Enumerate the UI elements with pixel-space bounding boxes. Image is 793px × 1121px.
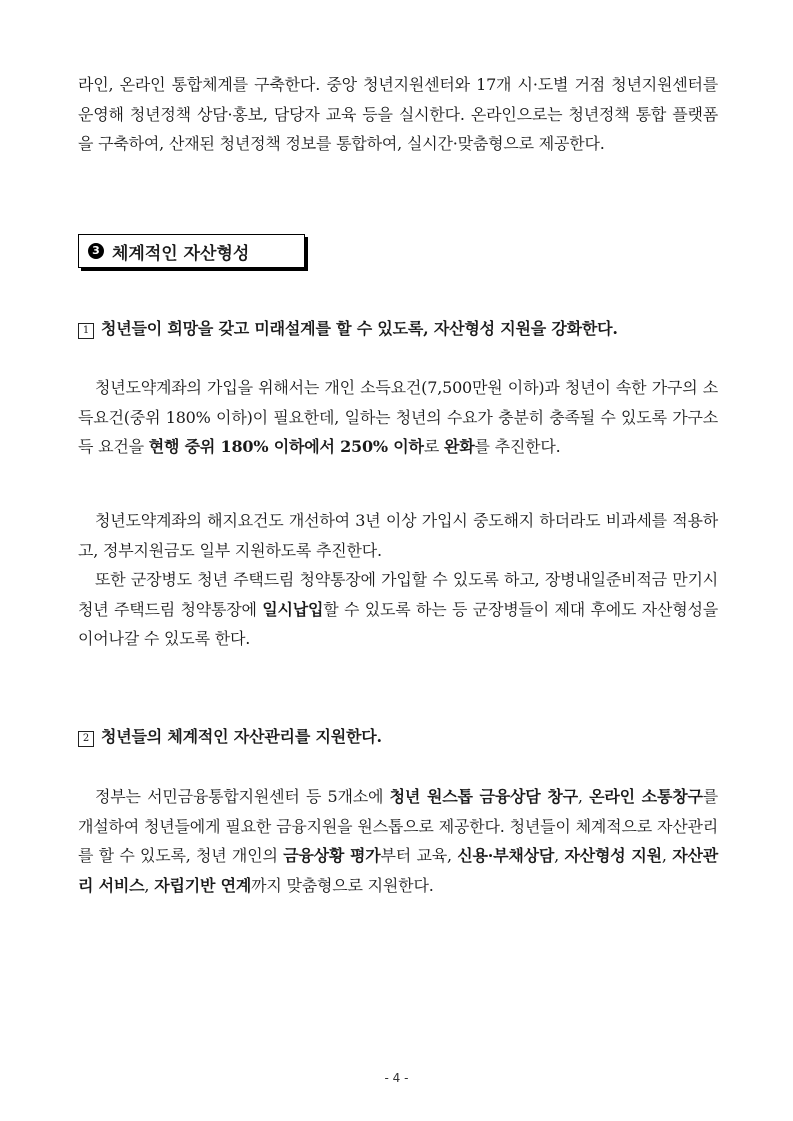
text-run: , (144, 875, 155, 895)
text-run: 정부는 서민금융통합지원센터 등 5개소에 (95, 787, 390, 806)
text-run: 부터 교육, (380, 846, 458, 865)
bold-emphasis: 자립기반 연계 (154, 875, 252, 895)
bold-emphasis: 일시납입 (262, 599, 324, 619)
intro-paragraph (78, 70, 718, 159)
section-number-badge: 3 (88, 243, 104, 259)
text-run: 를 개설하여 청년들에게 필요한 금융지원을 원스톱으로 제공한다. 청년들이 체계적으로 자산관리를 할 수 있도록, 청년 개인의 (78, 787, 718, 865)
paragraph-termination-requirements (78, 506, 718, 565)
section-title: 체계적인 자산형성 (112, 243, 250, 264)
text-run: , (661, 846, 673, 865)
text-run: 로 (423, 437, 444, 456)
subsection-2-title: 청년들의 체계적인 자산관리를 지원한다. (101, 727, 382, 746)
bold-emphasis: 완화 (443, 437, 475, 456)
text-run: 할 수 있도록 하는 등 군장병들이 제대 후에도 자산형성을 이어나갈 수 있도록 한다. (78, 599, 718, 648)
subsection-1-marker: 1 (78, 323, 94, 339)
paragraph-soldiers (78, 565, 718, 654)
paragraph-youth-leap-account (78, 373, 718, 462)
subsection-2-marker: 2 (78, 731, 94, 747)
bold-emphasis: 온라인 소통창구 (589, 787, 703, 806)
bold-emphasis: 신용·부채상담 (457, 846, 555, 865)
text-run: 를 추진한다. (474, 437, 561, 456)
page-number: - 4 - (384, 1071, 409, 1085)
subsection-1-heading (78, 316, 728, 339)
subsection-2-heading (78, 724, 728, 747)
section-heading-box (78, 234, 305, 268)
bold-emphasis: 자산형성 지원 (564, 846, 662, 865)
text-run: 까지 맞춤형으로 지원한다. (251, 875, 434, 895)
text-run: 라인, 온라인 통합체계를 구축한다. 중앙 청년지원센터와 17개 시·도별 거점 청년지원센터를 운영해 청년정책 상담·홍보, 담당자 교육 등을 실시한다. 온라인으로는 청년정책 통합 플랫폼을 구축하여, 산재된 청년정책 정보를 통합하여, 실시간·맞춤형으로 제공한다. (78, 75, 718, 153)
bold-emphasis: 현행 중위 180% 이하에서 250% 이하 (148, 437, 424, 456)
paragraph-asset-management (78, 782, 718, 900)
text-run: , (554, 846, 565, 865)
text-run: 청년도약계좌의 가입을 위해서는 개인 소득요건(7,500만원 이하)과 청년이 속한 가구의 소득요건(중위 180% 이하)이 필요한데, 일하는 청년의 수요가 충분히 충족될 수 있도록 가구소득 요건을 (78, 378, 718, 456)
bold-emphasis: 자산관리 서비스 (78, 846, 718, 895)
subsection-1-title: 청년들이 희망을 갖고 미래설계를 할 수 있도록, 자산형성 지원을 강화한다. (101, 319, 618, 338)
text-run: , (577, 787, 590, 806)
bold-emphasis: 금융상황 평가 (283, 846, 381, 865)
bold-emphasis: 청년 원스톱 금융상담 창구 (389, 787, 578, 806)
text-run: 또한 군장병도 청년 주택드림 청약통장에 가입할 수 있도록 하고, 장병내일준비적금 만기시 청년 주택드림 청약통장에 (78, 570, 718, 619)
text-run: 청년도약계좌의 해지요건도 개선하여 3년 이상 가입시 중도해지 하더라도 비과세를 적용하고, 정부지원금도 일부 지원하도록 추진한다. (78, 511, 718, 560)
